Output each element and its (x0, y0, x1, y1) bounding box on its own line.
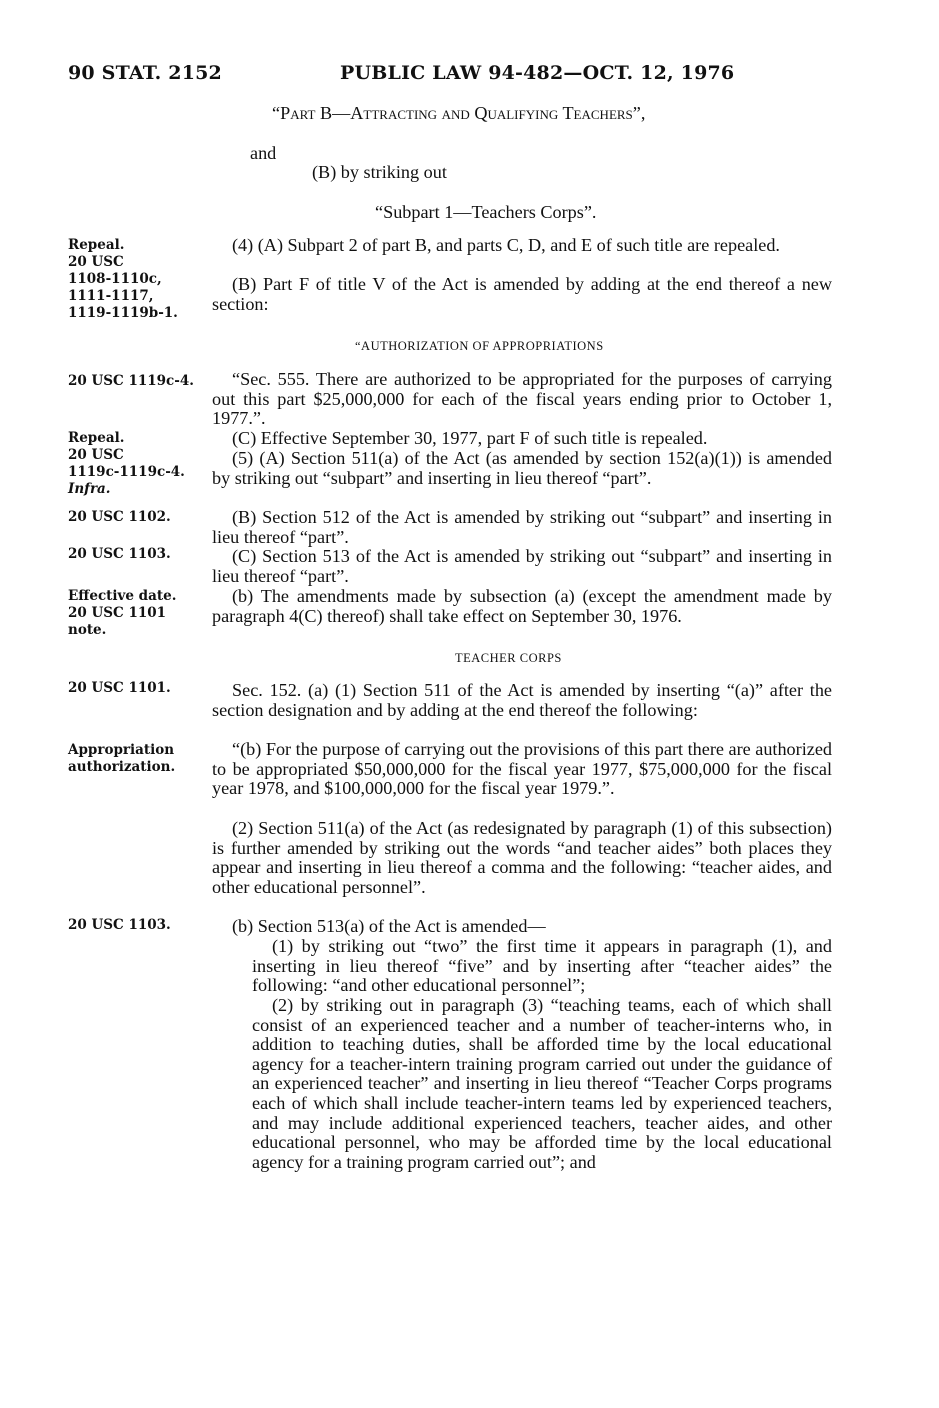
para-2 (212, 819, 832, 897)
item-2 (252, 996, 832, 1172)
para-b-effective-text: (b) The amendments made by subsection (a) (except the amendment made by paragraph 4(C) thereof) shall take effect on September 30, 1976. (212, 586, 832, 626)
para-5b (212, 508, 832, 547)
margin-note-line: 20 USC 1102. (68, 509, 171, 525)
margin-note-line: Appropriation (68, 742, 175, 758)
sec-555 (212, 370, 832, 429)
authorization-heading: “AUTHORIZATION OF APPROPRIATIONS (355, 339, 604, 353)
para-b-purpose (212, 740, 832, 799)
margin-note-line: 1108-1110c, (68, 271, 162, 287)
margin-note-line: 1119c-1119c-4. (68, 464, 185, 480)
margin-note-usc-1119c-4 (68, 373, 208, 390)
item-1-text: (1) by striking out “two” the first time it appears in paragraph (1), and inserting in lieu thereof “five” and by inserting after “teacher aides” the following: “and other educational personnel”; (252, 936, 832, 996)
margin-note-line: Effective date. (68, 588, 177, 604)
para-4c-text: (C) Effective September 30, 1977, part F of such title is repealed. (232, 428, 708, 448)
para-4c (212, 429, 832, 449)
para-5b-text: (B) Section 512 of the Act is amended by striking out “subpart” and inserting in lieu thereof “part”. (212, 507, 832, 547)
margin-note-line: 20 USC 1119c-4. (68, 373, 194, 389)
sec-555-text: “Sec. 555. There are authorized to be appropriated for the purposes of carrying out this part $25,000,000 for each of the fiscal years ending prior to October 1, 1977.”. (212, 369, 832, 429)
para-4b (212, 275, 832, 314)
page-running-header: PUBLIC LAW 94-482—OCT. 12, 1976 (340, 62, 735, 84)
margin-note-usc-1103-b (68, 917, 208, 934)
margin-note-line: 20 USC 1103. (68, 917, 171, 933)
margin-note-line: 1111-1117, (68, 288, 154, 304)
para-5a (212, 449, 832, 488)
margin-note-line: 20 USC (68, 447, 124, 463)
para-5c (212, 547, 832, 586)
teacher-corps-heading: TEACHER CORPS (455, 651, 562, 665)
para-5c-text: (C) Section 513 of the Act is amended by striking out “subpart” and inserting in lieu thereof “part”. (212, 546, 832, 586)
margin-note-usc-1103 (68, 546, 208, 563)
margin-note-line: 20 USC 1101. (68, 680, 171, 696)
para-b-513 (212, 917, 832, 937)
item-1 (252, 937, 832, 996)
para-4b-text: (B) Part F of title V of the Act is amended by adding at the end thereof a new section: (212, 274, 832, 314)
sec-152 (212, 681, 832, 720)
margin-note-line: authorization. (68, 759, 176, 775)
margin-note-effective-date (68, 588, 208, 639)
margin-note-line: 1119-1119b-1. (68, 305, 178, 321)
margin-note-line: 20 USC (68, 254, 124, 270)
para-4a (212, 236, 832, 256)
para-b-513-text: (b) Section 513(a) of the Act is amended— (232, 916, 546, 936)
connector-and: and (250, 143, 277, 163)
margin-note-usc-1102 (68, 509, 208, 526)
margin-note-appropriation (68, 742, 208, 776)
para-5a-text: (5) (A) Section 511(a) of the Act (as amended by section 152(a)(1)) is amended by striking out “subpart” and inserting in lieu thereof “part”. (212, 448, 832, 488)
para-b-effective (212, 587, 832, 626)
item-2-text: (2) by striking out in paragraph (3) “teaching teams, each of which shall consist of an experienced teacher and a number of teacher-interns who, in addition to teaching duties, shall be afforded time by the local educational agency for a teacher-intern training program carried out under the guidance of an experienced teacher” and inserting in lieu thereof “Teacher Corps programs each of which shall include teacher-intern teams led by experienced teachers, and may include additional experienced teachers, teacher aides, and other educational personnel, who may be afforded time by the local educational agency for a training program carried out”; and (252, 995, 832, 1172)
subpart-1-title: “Subpart 1—Teachers Corps”. (375, 202, 597, 222)
margin-note-line: 20 USC 1101 (68, 605, 167, 621)
sec-152-text: Sec. 152. (a) (1) Section 511 of the Act is amended by inserting “(a)” after the section designation and by adding at the end thereof the following: (212, 680, 832, 720)
para-4a-text: (4) (A) Subpart 2 of part B, and parts C, D, and E of such title are repealed. (232, 235, 780, 255)
part-b-title: “Part B—Attracting and Qualifying Teachers”, (272, 103, 646, 123)
margin-note-line: note. (68, 622, 107, 638)
margin-note-line: Repeal. (68, 430, 125, 446)
margin-note-line: Infra. (68, 481, 111, 497)
margin-note-line: Repeal. (68, 237, 125, 253)
margin-note-line: 20 USC 1103. (68, 546, 171, 562)
margin-note-repeal-1 (68, 237, 208, 322)
page-stat-citation: 90 STAT. 2152 (68, 62, 222, 84)
para-b-purpose-text: “(b) For the purpose of carrying out the provisions of this part there are authorized to be appropriated $50,000,000 for the fiscal year 1977, $75,000,000 for the fiscal year 1978, and $100,000,000 for the fiscal year 1979.”. (212, 739, 833, 799)
para-2-text: (2) Section 511(a) of the Act (as redesignated by paragraph (1) of this subsection) is further amended by striking out the words “and teacher aides” both places they appear and inserting in lieu thereof a comma and the following: “teacher aides, and other educational personnel”. (212, 818, 832, 897)
margin-note-usc-1101 (68, 680, 208, 697)
margin-note-repeal-2 (68, 430, 208, 498)
clause-b-strike: (B) by striking out (312, 162, 447, 182)
